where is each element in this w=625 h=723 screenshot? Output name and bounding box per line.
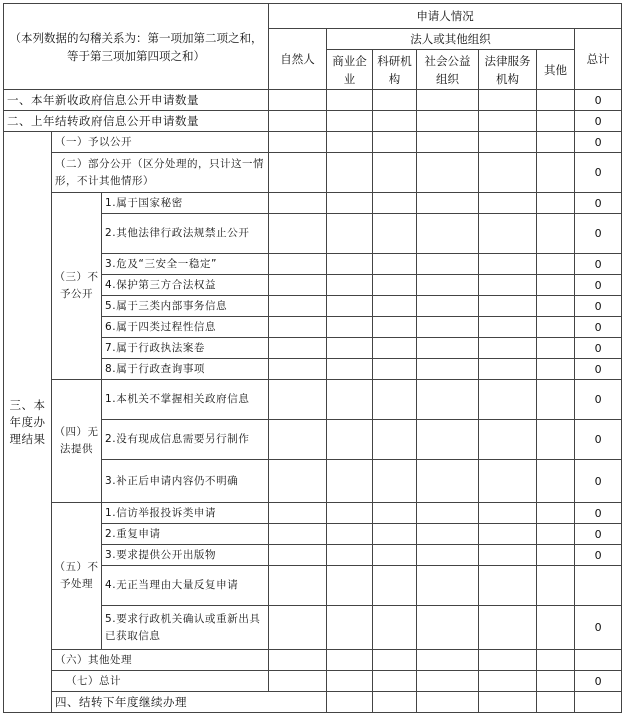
table-row <box>4 193 622 214</box>
row-total: 0 <box>575 503 622 524</box>
government-info-disclosure-table <box>3 3 622 713</box>
row-label: （七）总计 <box>52 671 269 692</box>
table-row <box>4 671 622 692</box>
header-social: 社会公益组织 <box>417 50 479 90</box>
row-total: 0 <box>575 380 622 420</box>
table-row <box>4 111 622 132</box>
row-label: 四、结转下年度继续办理 <box>52 692 327 713</box>
row-total: 0 <box>575 214 622 254</box>
row-total: 0 <box>575 338 622 359</box>
row-label: 2.其他法律行政法规禁止公开 <box>102 214 269 254</box>
section-3-label: 三、本年度办理结果 <box>4 132 52 713</box>
row-label: 2.没有现成信息需要另行制作 <box>102 420 269 460</box>
header-applicant: 申请人情况 <box>269 4 622 29</box>
table-row <box>4 90 622 111</box>
row-total: 0 <box>575 359 622 380</box>
table-row <box>4 380 622 420</box>
row-label: （一）予以公开 <box>52 132 269 153</box>
row-label: 3.要求提供公开出版物 <box>102 545 269 566</box>
header-business: 商业企业 <box>327 50 373 90</box>
row-label: （六）其他处理 <box>52 650 269 671</box>
table-row <box>4 132 622 153</box>
row-total <box>575 566 622 606</box>
row-label: 1.本机关不掌握相关政府信息 <box>102 380 269 420</box>
row-label: 1.属于国家秘密 <box>102 193 269 214</box>
table-row <box>4 692 622 713</box>
row-total: 0 <box>575 275 622 296</box>
table-row <box>4 153 622 193</box>
row-label: 8.属于行政查询事项 <box>102 359 269 380</box>
row-label: 4.保护第三方合法权益 <box>102 275 269 296</box>
header-legal-group: 法人或其他组织 <box>327 29 575 50</box>
header-natural-person: 自然人 <box>269 29 327 90</box>
group-3-label: （三）不予公开 <box>52 193 102 380</box>
row-total: 0 <box>575 193 622 214</box>
row-label: 二、上年结转政府信息公开申请数量 <box>4 111 269 132</box>
header-note: （本列数据的勾稽关系为：第一项加第二项之和，等于第三项加第四项之和） <box>4 4 269 90</box>
row-total: 0 <box>575 606 622 650</box>
row-label: 7.属于行政执法案卷 <box>102 338 269 359</box>
row-label: 5.属于三类内部事务信息 <box>102 296 269 317</box>
row-total: 0 <box>575 132 622 153</box>
row-total: 0 <box>575 317 622 338</box>
row-total: 0 <box>575 671 622 692</box>
row-label: 6.属于四类过程性信息 <box>102 317 269 338</box>
row-total: 0 <box>575 460 622 503</box>
row-total: 0 <box>575 524 622 545</box>
row-label: 一、本年新收政府信息公开申请数量 <box>4 90 269 111</box>
row-label: 1.信访举报投诉类申请 <box>102 503 269 524</box>
row-label: 3.补正后申请内容仍不明确 <box>102 460 269 503</box>
group-4-label: （四）无法提供 <box>52 380 102 503</box>
header-other: 其他 <box>537 50 575 90</box>
row-label: 2.重复申请 <box>102 524 269 545</box>
row-total: 0 <box>575 545 622 566</box>
row-label: 3.危及“三安全一稳定” <box>102 254 269 275</box>
row-label: （二）部分公开（区分处理的，只计这一情形，不计其他情形） <box>52 153 269 193</box>
header-row-1 <box>4 4 622 29</box>
row-total: 0 <box>575 420 622 460</box>
row-total: 0 <box>575 153 622 193</box>
header-legal-service: 法律服务机构 <box>479 50 537 90</box>
group-5-label: （五）不予处理 <box>52 503 102 650</box>
table-row <box>4 650 622 671</box>
header-research: 科研机构 <box>373 50 417 90</box>
row-label: 4.无正当理由大量反复申请 <box>102 566 269 606</box>
row-total: 0 <box>575 90 622 111</box>
row-total <box>575 650 622 671</box>
table-row <box>4 503 622 524</box>
row-label: 5.要求行政机关确认或重新出具已获取信息 <box>102 606 269 650</box>
row-total: 0 <box>575 254 622 275</box>
header-total: 总计 <box>575 29 622 90</box>
row-total: 0 <box>575 296 622 317</box>
row-total: 0 <box>575 111 622 132</box>
